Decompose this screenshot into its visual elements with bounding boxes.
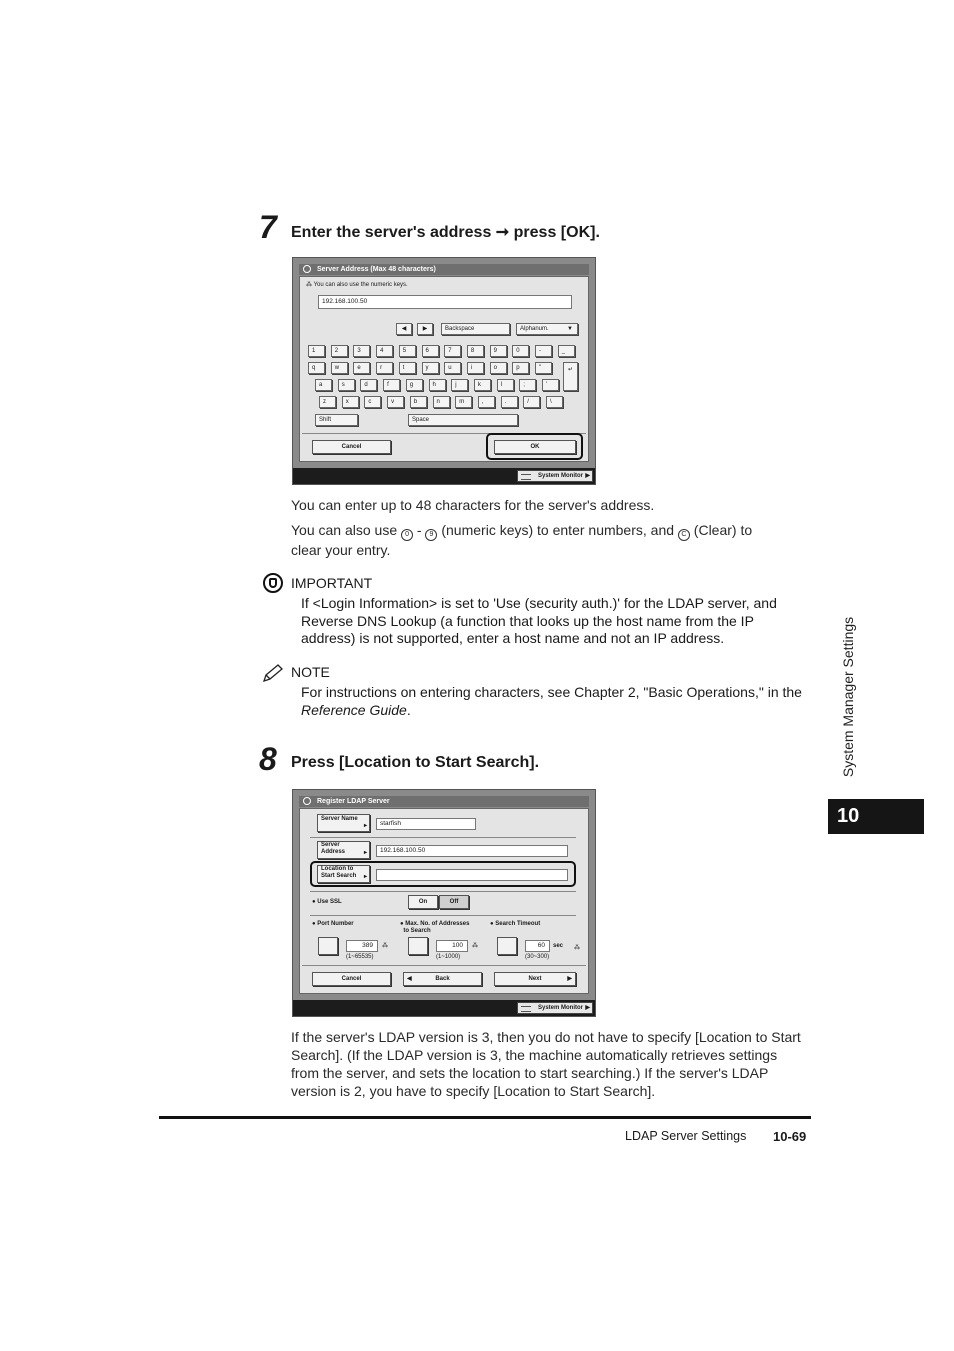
key[interactable]: 4 — [376, 345, 393, 357]
step-7-paragraph-2: You can also use 0 - 9 (numeric keys) to enter numbers, and C (Clear) to clear your entry. — [291, 522, 753, 558]
chapter-title-vertical: System Manager Settings — [840, 616, 856, 778]
ok-button-highlight — [486, 433, 583, 460]
key[interactable]: p — [512, 362, 529, 374]
monitor-icon — [521, 474, 531, 480]
bullet-icon: ● — [490, 921, 496, 927]
use-ssl-label: ● Use SSL — [312, 899, 342, 905]
arrow-right-icon: ▸ — [363, 823, 367, 829]
key[interactable]: v — [387, 396, 404, 408]
row-divider — [310, 891, 576, 892]
clear-key-icon: C — [678, 529, 690, 541]
cursor-right-button[interactable]: ▶ — [417, 323, 433, 335]
key[interactable]: b — [410, 396, 427, 408]
keypad-icon: ⁂ — [472, 943, 478, 949]
max-addresses-field: 100 — [436, 940, 468, 952]
screen-title-bar — [299, 264, 589, 275]
key[interactable]: s — [338, 379, 355, 391]
max-addresses-button[interactable] — [408, 937, 428, 955]
server-address-button[interactable]: Server Address ▸ — [317, 841, 370, 859]
search-timeout-button[interactable] — [497, 937, 517, 955]
server-address-field: 192.168.100.50 — [376, 845, 568, 857]
ok-button[interactable]: OK — [494, 440, 576, 454]
key[interactable]: 0 — [512, 345, 529, 357]
monitor-icon — [521, 1006, 531, 1012]
keypad-icon: ⁂ — [574, 945, 580, 951]
step-8-number: 8 — [259, 741, 277, 777]
key[interactable]: l — [497, 379, 514, 391]
step-8-paragraph: If the server's LDAP version is 3, then you do not have to specify [Location to Start Search]. (If the LDAP version is 3, the machine automatically retrieves settings from the server, and sets the location to start searching.) If the server's LDAP version is 2, you have to specify [Location to Start Search]. — [291, 1029, 801, 1099]
key[interactable]: 6 — [422, 345, 439, 357]
key[interactable]: r — [376, 362, 393, 374]
step-7-paragraph-1: You can enter up to 48 characters for the server's address. — [291, 497, 655, 513]
server-address-screen — [292, 257, 596, 485]
screen-title: Server Address (Max 48 characters) — [317, 266, 436, 273]
bullet-icon: ● — [312, 899, 318, 905]
numeric-key-0-icon: 0 — [401, 529, 413, 541]
step-8-title: Press [Location to Start Search]. — [291, 754, 540, 771]
status-bar — [293, 468, 595, 484]
panel-divider — [302, 965, 586, 966]
max-addresses-range: (1~1000) — [436, 954, 461, 960]
key[interactable]: / — [523, 396, 540, 408]
port-number-field: 389 — [346, 940, 378, 952]
key[interactable]: ; — [519, 379, 536, 391]
keyboard-panel — [299, 276, 589, 462]
key[interactable]: \ — [546, 396, 563, 408]
arrow-right-icon: ▸ — [363, 850, 367, 856]
screen-title-icon — [303, 797, 311, 805]
key[interactable]: m — [455, 396, 472, 408]
key[interactable]: 2 — [331, 345, 348, 357]
server-name-field: starfish — [376, 818, 476, 830]
key[interactable]: q — [308, 362, 325, 374]
arrow-right-icon: ▶ — [567, 976, 572, 982]
enter-key[interactable]: ↵ — [563, 362, 578, 391]
key[interactable]: a — [315, 379, 332, 391]
note-text: For instructions on entering characters, see Chapter 2, "Basic Operations," in the Reference Guide. — [301, 684, 802, 718]
chapter-tab: 10 — [828, 799, 924, 834]
system-monitor-button[interactable]: System Monitor ▶ — [517, 1002, 593, 1014]
bullet-icon: ● — [400, 921, 406, 927]
key[interactable]: 8 — [467, 345, 484, 357]
key[interactable]: k — [474, 379, 491, 391]
key[interactable]: o — [490, 362, 507, 374]
key[interactable]: n — [433, 396, 450, 408]
key[interactable]: 1 — [308, 345, 325, 357]
status-bar — [293, 1000, 595, 1016]
key[interactable]: j — [451, 379, 468, 391]
key[interactable]: u — [444, 362, 461, 374]
row-divider — [310, 837, 576, 838]
chevron-down-icon: ▼ — [567, 326, 573, 332]
footer-rule — [159, 1116, 811, 1119]
key[interactable]: e — [353, 362, 370, 374]
key[interactable]: ' — [542, 379, 559, 391]
important-icon — [263, 573, 283, 593]
key[interactable]: " — [535, 362, 552, 374]
key[interactable]: c — [364, 396, 381, 408]
arrow-right-icon: ▸ — [363, 874, 367, 880]
key[interactable]: t — [399, 362, 416, 374]
numeric-keys-hint: ⁂ You can also use the numeric keys. — [306, 282, 408, 288]
arrow-right-icon: ▶ — [585, 1005, 590, 1011]
shift-key[interactable]: Shift — [315, 414, 358, 426]
key[interactable]: 3 — [353, 345, 370, 357]
key[interactable]: - — [535, 345, 552, 357]
register-ldap-screen — [292, 789, 596, 1017]
space-key[interactable]: Space — [408, 414, 518, 426]
arrow-left-icon: ◀ — [407, 976, 412, 982]
backspace-button[interactable]: Backspace — [441, 323, 510, 335]
pencil-icon — [262, 663, 284, 683]
key[interactable]: z — [319, 396, 336, 408]
bullet-icon: ● — [312, 921, 318, 927]
input-mode-dropdown[interactable]: Alphanum. ▼ — [516, 323, 578, 335]
location-to-start-search-button[interactable]: Location to Start Search ▸ — [317, 865, 370, 883]
cancel-button[interactable]: Cancel — [312, 440, 391, 454]
key[interactable]: y — [422, 362, 439, 374]
step-7-title: Enter the server's address ➞ press [OK]. — [291, 224, 600, 241]
cursor-left-button[interactable]: ◀ — [396, 323, 412, 335]
server-name-button[interactable]: Server Name ▸ — [317, 814, 370, 832]
row-divider — [310, 915, 576, 916]
key[interactable]: w — [331, 362, 348, 374]
screen-title-bar — [299, 796, 589, 807]
timeout-unit: sec — [553, 943, 564, 949]
key[interactable]: h — [429, 379, 446, 391]
address-input[interactable]: 192.168.100.50 — [318, 295, 572, 309]
cancel-button[interactable]: Cancel — [312, 972, 391, 986]
port-number-button[interactable] — [318, 937, 338, 955]
key[interactable]: f — [383, 379, 400, 391]
ssl-on-button[interactable]: On — [408, 895, 438, 909]
page-number: 10-69 — [773, 1129, 807, 1144]
search-timeout-field: 60 — [525, 940, 550, 952]
numeric-key-9-icon: 9 — [425, 529, 437, 541]
port-range: (1~65535) — [346, 954, 374, 960]
key[interactable]: g — [406, 379, 423, 391]
ssl-off-button[interactable]: Off — [439, 895, 469, 909]
step-7-number: 7 — [259, 209, 277, 245]
key[interactable]: . — [501, 396, 518, 408]
port-number-label: ● Port Number — [312, 921, 354, 927]
screen-title-icon — [303, 265, 311, 273]
location-highlight — [310, 861, 576, 887]
search-timeout-range: (30~300) — [525, 954, 550, 960]
note-heading: NOTE — [291, 664, 330, 680]
key[interactable]: _ — [558, 345, 575, 357]
important-text: If <Login Information> is set to 'Use (security auth.)' for the LDAP server, and Reverse DNS Lookup (a function that looks up the host name from the IP address) is not supported, enter a host name and not an IP address. — [301, 595, 777, 646]
back-button[interactable]: ◀ Back — [403, 972, 482, 986]
keypad-icon: ⁂ — [382, 943, 388, 949]
next-button[interactable]: Next ▶ — [494, 972, 576, 986]
arrow-right-icon: ▶ — [585, 473, 590, 479]
important-heading: IMPORTANT — [291, 575, 373, 591]
key[interactable]: , — [478, 396, 495, 408]
keypad-icon: ⁂ — [306, 282, 314, 288]
key[interactable]: 7 — [444, 345, 461, 357]
reference-guide-title: Reference Guide — [301, 701, 407, 718]
ldap-form-panel — [299, 808, 589, 994]
key[interactable]: 5 — [399, 345, 416, 357]
screen-title: Register LDAP Server — [317, 798, 390, 805]
key[interactable]: 9 — [490, 345, 507, 357]
key[interactable]: x — [342, 396, 359, 408]
system-monitor-button[interactable]: System Monitor ▶ — [517, 470, 593, 482]
key[interactable]: i — [467, 362, 484, 374]
search-timeout-label: ● Search Timeout — [490, 921, 541, 927]
max-addresses-label: ● Max. No. of Addresses to Search — [400, 921, 470, 934]
key[interactable]: d — [360, 379, 377, 391]
footer-section: LDAP Server Settings — [625, 1129, 747, 1143]
